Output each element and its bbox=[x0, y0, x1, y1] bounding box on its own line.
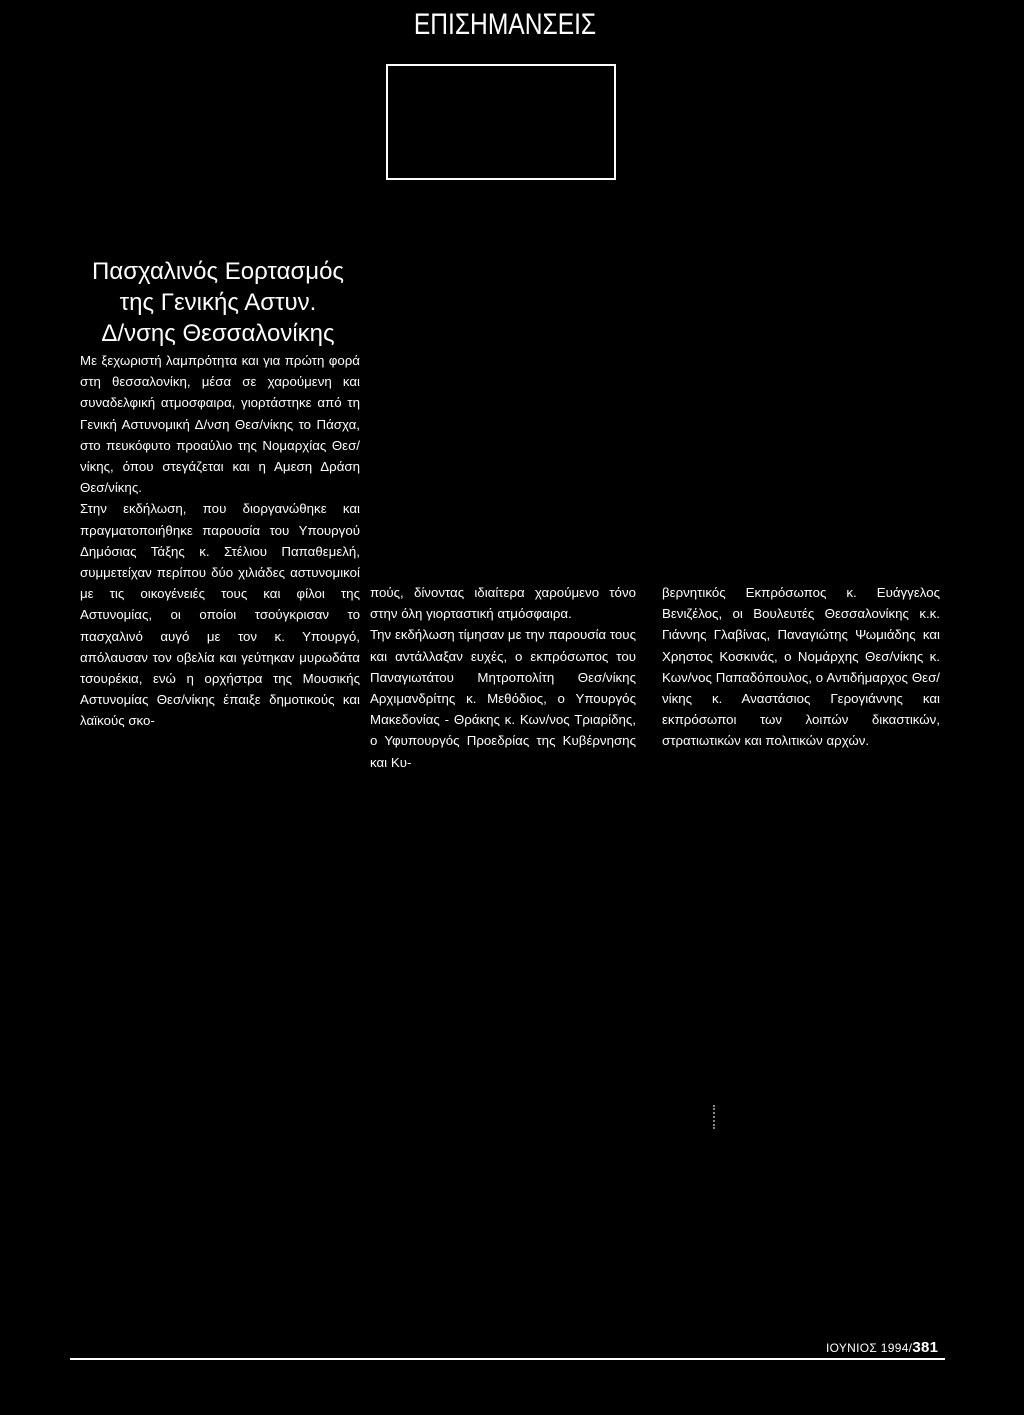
paragraph: πούς, δίνοντας ιδιαίτερα χαρούμενο τόνο στην όλη γιορταστική ατμόσφαιρα. bbox=[370, 585, 636, 622]
article-column-3 bbox=[662, 582, 940, 752]
headline-line: Δ/νσης Θεσσαλονίκης bbox=[101, 320, 335, 347]
paragraph: Στην εκδήλωση, που διοργανώθηκε και πραγματοποιήθηκε παρουσία του Υπουργού Δημόσιας Τάξης κ. Στέλιου Παπαθεμελή, συμμετείχαν περίπου δύο χιλιάδες αστυνομικοί με τις οικογένειές τους και φίλοι της Αστυνομίας, οι οποίοι τσούγκρισαν το πασχαλινό αυγό με τον κ. Υπουργό, απόλαυσαν τον οβελία και γεύτηκαν μυρωδάτα τσουρέκια, ενώ η ορχήστρα της Μουσικής Αστυνομίας Θεσ/νίκης έπαιξε δημοτικούς και λαϊκούς σκο- bbox=[80, 501, 360, 729]
paragraph: Την εκδήλωση τίμησαν με την παρουσία τους και αντάλλαξαν ευχές, ο εκπρόσωπος του Παναγιωτάτου Μητροπολίτη Θεσ/νίκης Αρχιμανδρίτης κ. Μεθόδιος, ο Υπουργός Μακεδονίας - Θράκης κ. Κων/νος Τριαρίδης, ο Υφυπουργός Προεδρίας της Κυβέρνησης και Κυ- bbox=[370, 627, 636, 770]
photo-frame bbox=[386, 64, 616, 180]
headline-line: Πασχαλινός Εορτασμός bbox=[92, 258, 344, 285]
article-column-1 bbox=[80, 350, 360, 732]
page-number: 381 bbox=[912, 1339, 939, 1356]
print-speck bbox=[713, 1105, 717, 1129]
article-headline bbox=[68, 256, 368, 349]
section-title: ΕΠΙΣΗΜΑΝΣΕΙΣ bbox=[413, 8, 597, 41]
paragraph: βερνητικός Εκπρόσωπος κ. Ευάγγελος Βενιζέλος, οι Βουλευτές Θεσσαλονίκης κ.κ. Γιάννης Γλαβίνας, Παναγιώτης Ψωμιάδης και Χρηστος Κοσκινάς, ο Νομάρχης Θεσ/νίκης κ. Κων/νος Παπαδόπουλος, ο Αντιδήμαρχος Θεσ/νίκης κ. Αναστάσιος Γερογιάννης και εκπρόσωποι των λοιπών δικαστικών, στρατιωτικών και πολιτικών αρχών. bbox=[662, 585, 940, 749]
headline-line: της Γενικής Αστυν. bbox=[119, 289, 317, 316]
folio bbox=[826, 1339, 938, 1356]
footer-rule bbox=[70, 1358, 945, 1360]
article-column-2 bbox=[370, 582, 636, 773]
paragraph: Με ξεχωριστή λαμπρότητα και για πρώτη φορά στη θεσσαλονίκη, μέσα σε χαρούμενη και συναδελφική ατμοσφαιρα, γιορτάστηκε από τη Γενική Αστυνομική Δ/νση Θεσ/νίκης το Πάσχα, στο πευκόφυτο προαύλιο της Νομαρχίας Θεσ/νίκης, όπου στεγάζεται και η Αμεση Δράση Θεσ/νίκης. bbox=[80, 353, 360, 496]
issue-date: ΙΟΥΝΙΟΣ 1994/ bbox=[826, 1341, 913, 1355]
